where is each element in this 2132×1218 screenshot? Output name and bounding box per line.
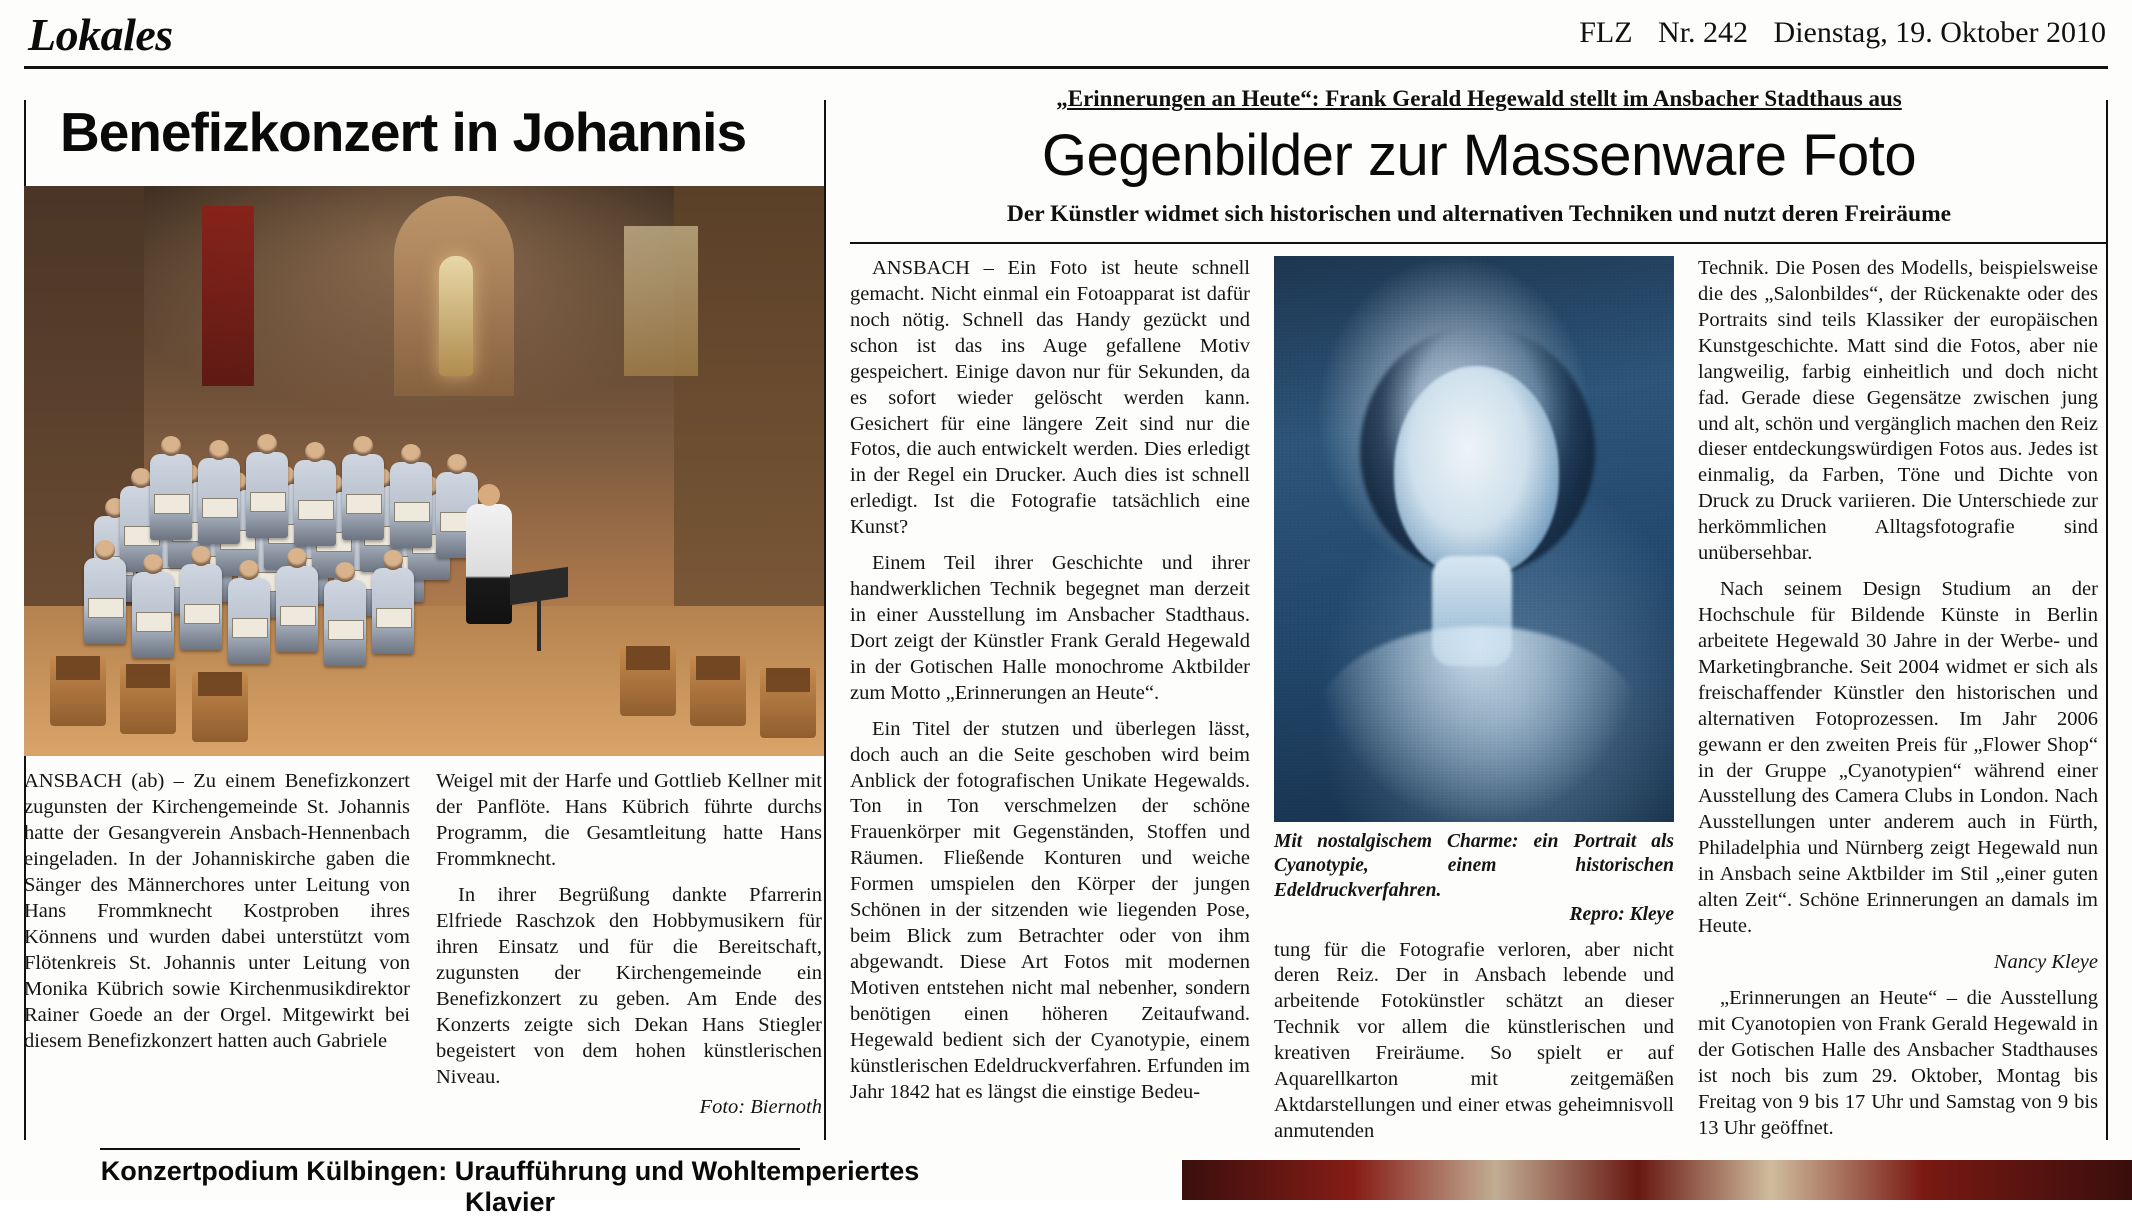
music-stand: [510, 571, 568, 651]
paragraph: ANSBACH (ab) – Zu einem Benefizkonzert zugunsten der Kirchengemeinde St. Johannis hatte der Gesangverein Ansbach-Hennenbach eingeladen. In der Johanniskirche gaben die Sänger des Männerchores unter Leitung von Hans Frommknecht Kostproben ihres Könnens und wurden dabei unterstützt vom Flötenkreis St. Johannis unter Leitung von Monika Kübrich sowie Kirchenmusikdirektor Rainer Goede an der Orgel. Mitgewirkt bei diesem Benefizkonzert hatten auch Gabriele: [24, 769, 410, 1053]
paragraph: Nach seinem Design Studium an der Hochschule für Bildende Künste in Berlin arbeitete Hegewald 30 Jahre in der Werbe- und Marketingbranche. Seit 2004 widmet er sich als freischaffender Künstler den historischen und alternativen Fotoprozessen. Im Jahr 2006 gewann er den zweiten Preis für „Flower Shop“ in der Gruppe „Cyanotypien“ während einer Ausstellung des Camera Clubs in London. Nach Ausstellungen unter anderem auch in Fürth, Philadelphia und Nürnberg zeigt Hegewald nun in Ansbach seine Aktbilder im Stil „einer guten alten Zeit“. Schöne Erinnerungen an damals im Heute.: [1698, 578, 2098, 938]
paragraph: Ein Titel der stutzen und überlegen lässt, doch auch an die Seite geschoben wird beim Anblick der fotografischen Unikate Hegewalds. Ton in Ton verschmelzen der schöne Frauenkörper mit Gegenständen, Stoffen und Räumen. Fließende Konturen und weiche Formen umspielen den Körper der jungen Schönen in der sitzenden wie liegenden Pose, beim Blick zum Betrachter oder von ihm abgewandt. Diese Art Fotos mit modernen Motiven entstehen nicht mal nebenher, sondern benötigen einen höheren Zeitaufwand. Hegewald bedient sich der Cyanotypie, einem künstlerischen Edeldruckverfahren. Erfunden im Jahr 1842 hat es längst die einstige Bedeu-: [850, 717, 1250, 1103]
photo-credit: Foto: Biernoth: [699, 1096, 822, 1119]
masthead: [0, 0, 2132, 72]
right-article-headline: Gegenbilder zur Massenware Foto: [1041, 123, 1917, 188]
church-chair: [192, 672, 248, 742]
left-article-headline: Benefizkonzert in Johannis: [60, 101, 747, 163]
church-chair: [620, 646, 676, 716]
concert-photo: [24, 186, 824, 756]
caption-text: Mit nostalgischem Charme: ein Portrait als Cyanotypie, einem historischen Edeldruckverfahren.: [1274, 831, 1674, 901]
article-author: Nancy Kleye: [1993, 950, 2098, 973]
right-article: [850, 86, 2108, 1155]
paragraph: Einem Teil ihrer Geschichte und ihrer handwerklichen Technik begegnet man derzeit in einer Ausstellung im Ansbacher Stadthaus. Dort zeigt der Künstler Frank Gerald Hegewald in der Gotischen Halle monochrome Aktbilder zum Motto „Erinnerungen an Heute“.: [850, 552, 1250, 704]
right-article-subhead: Der Künstler widmet sich historischen und alternativen Techniken und nutzt deren Freiräume: [1006, 201, 1952, 227]
right-article-divider: [850, 242, 2108, 244]
paragraph: Technik. Die Posen des Modells, beispielsweise die des „Salonbildes“, der Rückenakte oder des Portraits sind teils Klassiker der europäischen Kunstgeschichte. Matt sind die Fotos, aber nie langweilig, farbig einheitlich und doch nicht fad. Gerade diese Gegensätze zwischen jung und alt, schön und vergänglich machen den Reiz dieser entdeckungswürdigen Fotos aus. Jedes ist einmalig, da Farben, Töne und Dichte von Druck zu Druck variieren. Die Unterschiede zur herkömmlichen Alltagsfotografie sind unübersehbar.: [1698, 257, 2098, 565]
right-body-col-1: [850, 256, 1250, 1155]
right-body-col-3: [1698, 256, 2098, 1155]
left-article-body: [24, 768, 824, 1130]
choir-group: [24, 186, 824, 756]
photo-grain-overlay: [1274, 256, 1674, 822]
paragraph: tung für die Fotografie verloren, aber nicht deren Reiz. Der in Ansbach lebende und arbeitende Fotokünstler schätzt an dieser Technik vor allem die künstlerischen und kreativen Freiräume. So spielt er auf Aquarellkarton mit zeitgemäßen Aktdarstellungen und einer etwas geheimnisvoll anmutenden: [1274, 938, 1674, 1142]
photo-credit: Repro: Kleye: [1569, 904, 1674, 926]
church-chair: [690, 656, 746, 726]
paragraph: In ihrer Begrüßung dankte Pfarrerin Elfriede Raschzok den Hobbymusikern für ihren Einsatz und für die Bereitschaft, zugunsten der Kirchengemeinde ein Benefizkonzert zu geben. Am Ende des Konzerts zeigte sich Dekan Hans Stiegler begeistert von dem hohen künstlerischen Niveau.: [436, 883, 822, 1089]
church-chair: [760, 668, 816, 738]
issue-info: [1579, 16, 2106, 50]
masthead-divider: [24, 66, 2108, 69]
right-body-col-2: [1274, 256, 1674, 1155]
photo-caption: [1274, 830, 1674, 928]
paragraph: ANSBACH – Ein Foto ist heute schnell gemacht. Nicht einmal ein Fotoapparat ist dafür noch nötig. Schnell das Handy gezückt und schon ist das ins Auge gefallene Motiv gespeichert. Einige davon nur für Sekunden, da es sofort wieder gelöscht werden kann. Gesichert für eine längere Zeit sind nur die Fotos, die auch entwickelt werden. Dies erledigt in der Regel ein Drucker. Auch dies ist schnell erledigt. Ist die Fotografie tatsächlich eine Kunst?: [850, 257, 1250, 539]
issue-number: Nr. 242: [1658, 16, 1749, 49]
church-chair: [120, 664, 176, 734]
left-body-col-1: [24, 768, 410, 1130]
church-chair: [50, 656, 106, 726]
paper-name: FLZ: [1579, 16, 1633, 49]
info-box: „Erinnerungen an Heute“ – die Ausstellung mit Cyanotopien von Frank Gerald Hegewald in der Gotischen Halle des Ansbacher Stadthauses ist noch bis zum 29. Oktober, Montag bis Freitag von 9 bis 17 Uhr und Samstag von 9 bis 13 Uhr geöffnet.: [1698, 986, 2098, 1139]
issue-date: Dienstag, 19. Oktober 2010: [1773, 16, 2106, 49]
photo-background: [1182, 1160, 2132, 1200]
paragraph: Weigel mit der Harfe und Gottlieb Kellner mit der Panflöte. Hans Kübrich führte durchs Programm, die Gesamtleitung hatte Hans Frommknecht.: [436, 769, 822, 870]
page-rule-mid: [824, 100, 826, 1140]
left-article: [24, 90, 824, 1130]
section-title: Lokales: [28, 9, 173, 60]
left-body-col-2: [436, 768, 822, 1130]
cyanotype-portrait-photo: [1274, 256, 1674, 822]
bottom-divider: [100, 1148, 800, 1150]
bottom-photo: [1182, 1160, 2132, 1200]
conductor: [466, 504, 512, 624]
bottom-headline: Konzertpodium Külbingen: Uraufführung und Wohltemperiertes Klavier: [100, 1156, 920, 1217]
right-article-kicker: „Erinnerungen an Heute“: Frank Gerald Hegewald stellt im Ansbacher Stadthaus aus: [1056, 86, 1902, 111]
